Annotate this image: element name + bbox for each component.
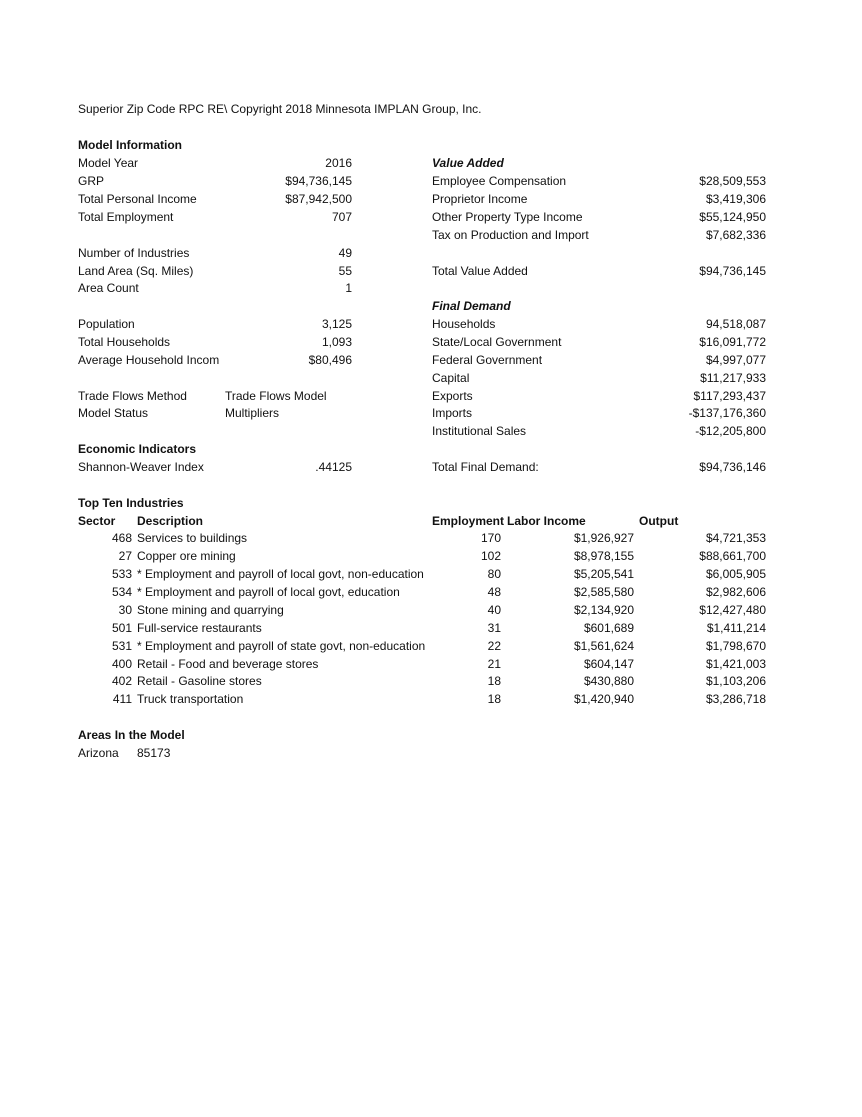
table-row-labor-income: $604,147 (583, 657, 634, 671)
table-row-sector: 534 (111, 585, 132, 599)
report-header: Superior Zip Code RPC RE\ Copyright 2018 Minnesota IMPLAN Group, Inc. (78, 102, 482, 116)
number-of-industries-value: 49 (338, 246, 352, 260)
proprietor-income-value: $3,419,306 (705, 192, 766, 206)
table-row-sector: 30 (118, 603, 132, 617)
labor-income-header: Labor Income (507, 514, 586, 528)
table-row-sector: 531 (111, 639, 132, 653)
table-row-sector: 27 (118, 549, 132, 563)
table-row-sector: 400 (111, 657, 132, 671)
table-row-labor-income: $1,926,927 (573, 531, 634, 545)
trade-flows-method-value: Trade Flows Model (225, 389, 327, 403)
total-personal-income-label: Total Personal Income (78, 192, 197, 206)
total-personal-income-value: $87,942,500 (285, 192, 352, 206)
shannon-weaver-value: .44125 (315, 460, 352, 474)
table-row-employment: 170 (480, 531, 501, 545)
total-employment-value: 707 (331, 210, 352, 224)
table-row-labor-income: $2,585,580 (573, 585, 634, 599)
table-row-description: Truck transportation (137, 692, 244, 706)
areas-title: Areas In the Model (78, 728, 185, 742)
table-row-labor-income: $5,205,541 (573, 567, 634, 581)
table-row-employment: 18 (487, 674, 501, 688)
table-row-labor-income: $8,978,155 (573, 549, 634, 563)
table-row-description: Stone mining and quarrying (137, 603, 284, 617)
population-value: 3,125 (321, 317, 352, 331)
proprietor-income-label: Proprietor Income (432, 192, 528, 206)
imports-label: Imports (432, 406, 473, 420)
table-row-output: $1,798,670 (705, 639, 766, 653)
table-row-labor-income: $2,134,920 (573, 603, 634, 617)
table-row-output: $1,421,003 (705, 657, 766, 671)
description-header: Description (137, 514, 204, 528)
grp-value: $94,736,145 (285, 174, 352, 188)
model-year-label: Model Year (78, 156, 139, 170)
output-header: Output (639, 514, 679, 528)
other-property-income-label: Other Property Type Income (432, 210, 583, 224)
area-state: Arizona (78, 746, 119, 760)
total-value-added-value: $94,736,145 (699, 264, 766, 278)
total-households-value: 1,093 (321, 335, 352, 349)
table-row-output: $88,661,700 (699, 549, 766, 563)
sector-header: Sector (78, 514, 116, 528)
table-row-sector: 468 (111, 531, 132, 545)
land-area-value: 55 (338, 264, 352, 278)
tax-on-production-value: $7,682,336 (705, 228, 766, 242)
total-final-demand-value: $94,736,146 (699, 460, 766, 474)
employment-header: Employment (432, 514, 505, 528)
table-row-employment: 21 (487, 657, 501, 671)
table-row-description: * Employment and payroll of local govt, education (137, 585, 400, 599)
table-row-employment: 18 (487, 692, 501, 706)
state-local-govt-value: $16,091,772 (699, 335, 766, 349)
model-year-value: 2016 (325, 156, 352, 170)
area-zip: 85173 (137, 746, 171, 760)
table-row-labor-income: $430,880 (583, 674, 634, 688)
imports-value: -$137,176,360 (688, 406, 766, 420)
other-property-income-value: $55,124,950 (699, 210, 766, 224)
federal-govt-label: Federal Government (432, 353, 543, 367)
employee-compensation-value: $28,509,553 (699, 174, 766, 188)
table-row-sector: 501 (111, 621, 132, 635)
table-row-description: Retail - Gasoline stores (137, 674, 262, 688)
top-ten-title: Top Ten Industries (78, 496, 184, 510)
state-local-govt-label: State/Local Government (432, 335, 562, 349)
land-area-label: Land Area (Sq. Miles) (78, 264, 194, 278)
area-count-label: Area Count (78, 281, 139, 295)
table-row-sector: 533 (111, 567, 132, 581)
table-row-employment: 102 (480, 549, 501, 563)
capital-value: $11,217,933 (700, 371, 766, 385)
total-employment-label: Total Employment (78, 210, 174, 224)
table-row-description: Retail - Food and beverage stores (137, 657, 319, 671)
table-row-description: * Employment and payroll of local govt, non-education (137, 567, 424, 581)
value-added-title: Value Added (432, 156, 504, 170)
avg-household-income-value: $80,496 (308, 353, 352, 367)
population-label: Population (78, 317, 135, 331)
table-row-sector: 402 (111, 674, 132, 688)
institutional-sales-label: Institutional Sales (432, 424, 527, 438)
number-of-industries-label: Number of Industries (78, 246, 190, 260)
table-row-employment: 22 (487, 639, 501, 653)
table-row-description: Full-service restaurants (137, 621, 262, 635)
final-demand-title: Final Demand (432, 299, 511, 313)
model-status-label: Model Status (78, 406, 149, 420)
table-row-output: $1,103,206 (705, 674, 766, 688)
federal-govt-value: $4,997,077 (705, 353, 766, 367)
exports-label: Exports (432, 389, 473, 403)
table-row-labor-income: $601,689 (583, 621, 634, 635)
table-row-labor-income: $1,420,940 (573, 692, 634, 706)
table-row-output: $2,982,606 (705, 585, 766, 599)
table-row-output: $6,005,905 (705, 567, 766, 581)
exports-value: $117,293,437 (693, 389, 766, 403)
area-count-value: 1 (345, 281, 352, 295)
institutional-sales-value: -$12,205,800 (695, 424, 766, 438)
economic-indicators-title: Economic Indicators (78, 442, 197, 456)
capital-label: Capital (432, 371, 470, 385)
shannon-weaver-label: Shannon-Weaver Index (78, 460, 204, 474)
table-row-output: $12,427,480 (699, 603, 766, 617)
table-row-description: * Employment and payroll of state govt, non-education (137, 639, 426, 653)
total-final-demand-label: Total Final Demand: (432, 460, 539, 474)
table-row-employment: 80 (487, 567, 501, 581)
households-label: Households (432, 317, 496, 331)
grp-label: GRP (78, 174, 105, 188)
avg-household-income-label: Average Household Incom (78, 353, 220, 367)
table-row-description: Copper ore mining (137, 549, 236, 563)
total-value-added-label: Total Value Added (432, 264, 528, 278)
table-row-output: $1,411,214 (706, 621, 766, 635)
trade-flows-method-label: Trade Flows Method (78, 389, 187, 403)
table-row-employment: 31 (487, 621, 501, 635)
table-row-sector: 411 (112, 692, 132, 706)
table-row-employment: 48 (487, 585, 501, 599)
table-row-description: Services to buildings (137, 531, 248, 545)
tax-on-production-label: Tax on Production and Import (432, 228, 589, 242)
total-households-label: Total Households (78, 335, 171, 349)
employee-compensation-label: Employee Compensation (432, 174, 567, 188)
table-row-output: $3,286,718 (705, 692, 766, 706)
households-value: 94,518,087 (705, 317, 766, 331)
table-row-output: $4,721,353 (705, 531, 766, 545)
model-status-value: Multipliers (225, 406, 280, 420)
model-info-title: Model Information (78, 138, 182, 152)
table-row-employment: 40 (487, 603, 501, 617)
table-row-labor-income: $1,561,624 (573, 639, 634, 653)
